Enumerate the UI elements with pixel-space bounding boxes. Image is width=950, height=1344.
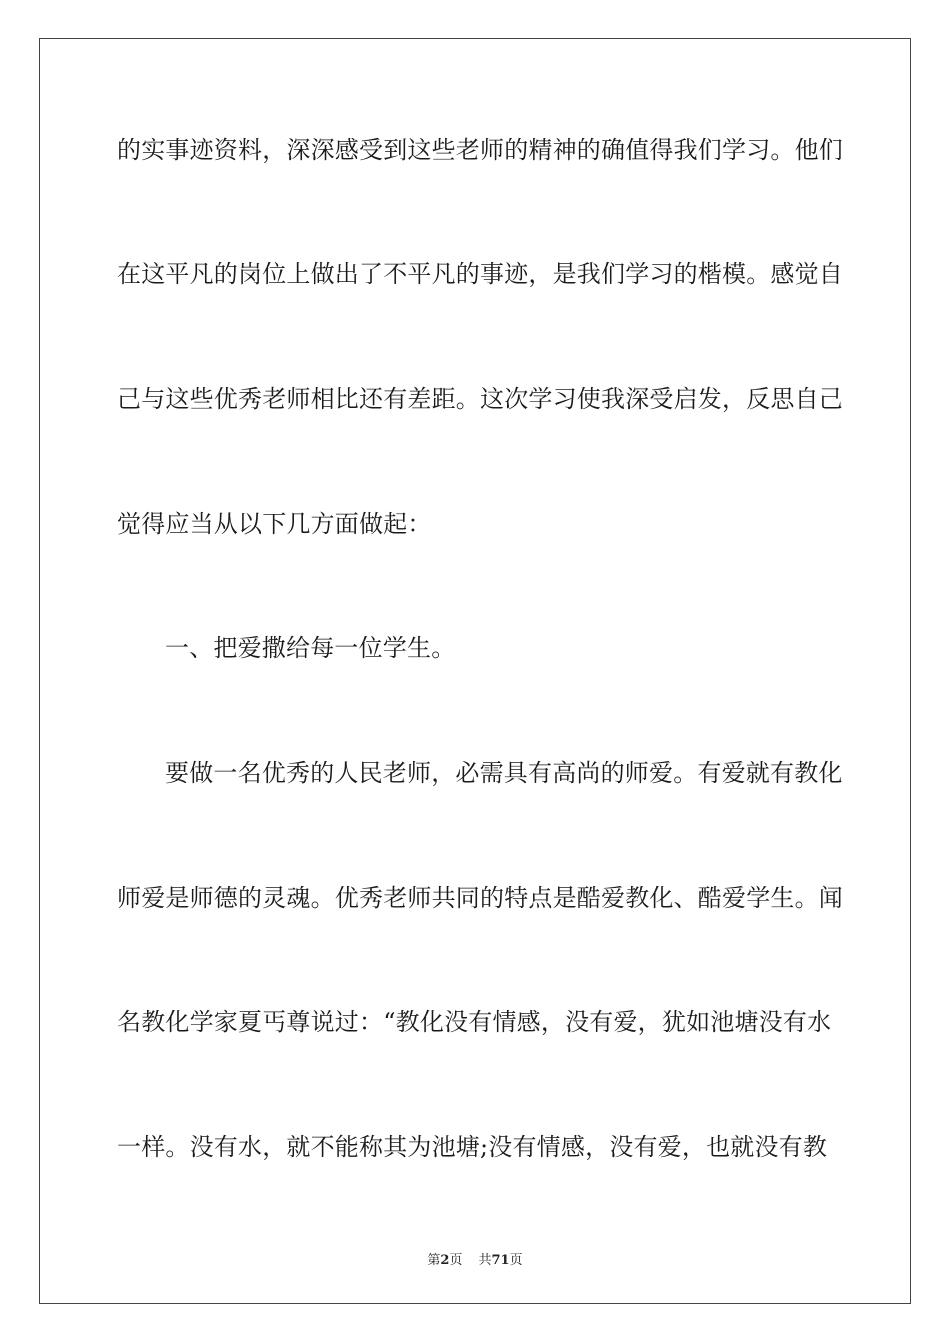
body-line-4: 觉得应当从以下几方面做起： [117, 510, 432, 538]
body-line-2: 在这平凡的岗位上做出了不平凡的事迹，是我们学习的楷模。感觉自 [117, 260, 843, 288]
total-prefix: 共 [478, 1253, 492, 1268]
page-prefix: 第 [427, 1253, 441, 1268]
body-line-7: 师爱是师德的灵魂。优秀老师共同的特点是酷爱教化、酷爱学生。闻 [117, 884, 843, 912]
page-suffix: 页 [449, 1253, 463, 1268]
section-heading: 一、把爱撒给每一位学生。 [165, 634, 456, 662]
page-footer [0, 1249, 950, 1268]
body-line-8: 名教化学家夏丐尊说过：“教化没有情感，没有爱，犹如池塘没有水 [117, 1008, 832, 1036]
body-line-1: 的实事迹资料，深深感受到这些老师的精神的确值得我们学习。他们 [117, 136, 843, 164]
body-line-6: 要做一名优秀的人民老师，必需具有高尚的师爱。有爱就有教化 [165, 759, 843, 787]
total-suffix: 页 [509, 1253, 523, 1268]
body-line-3: 己与这些优秀老师相比还有差距。这次学习使我深受启发，反思自己 [117, 385, 843, 413]
total-pages: 71 [491, 1253, 510, 1268]
page-number: 2 [440, 1253, 450, 1268]
body-line-9: 一样。没有水，就不能称其为池塘;没有情感，没有爱，也就没有教 [117, 1133, 828, 1161]
page-frame [39, 38, 911, 1304]
